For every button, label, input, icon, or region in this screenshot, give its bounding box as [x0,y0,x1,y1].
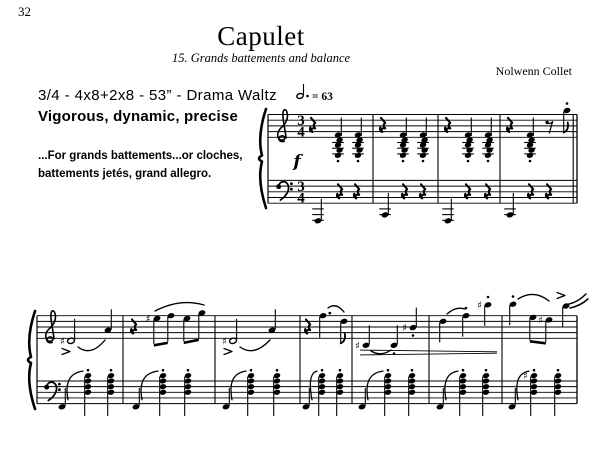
note [509,295,517,325]
fall-gesture [569,294,588,308]
accent-mark [224,349,232,355]
svg-text:f: f [293,152,301,172]
svg-text:♯: ♯ [59,336,65,348]
svg-text:4: 4 [297,124,305,141]
bass-note [504,193,516,219]
composer-name: Nolwenn Collet [495,64,572,78]
chord-cluster [332,118,344,163]
piece-title: Capulet [217,21,305,51]
svg-text:4: 4 [297,190,305,207]
chord-cluster [397,118,409,163]
note [563,102,571,132]
time-signature [297,179,305,206]
sharp-accidental [146,314,151,325]
bass-note [379,193,391,219]
svg-text:♯: ♯ [355,340,361,352]
slur [240,340,270,351]
usage-line-1: ...For grands battements...or cloches, [38,150,243,162]
svg-text:= 63: = 63 [312,91,333,103]
svg-text:♯: ♯ [522,371,528,383]
slur [155,303,204,311]
slur [78,340,105,351]
accent-mark [557,293,565,299]
note [562,302,570,327]
svg-text:♯: ♯ [402,323,408,335]
brace [28,311,35,409]
svg-text:3: 3 [297,113,305,130]
svg-text:♯: ♯ [221,336,227,348]
svg-text:♯: ♯ [538,315,544,327]
accent-mark [62,349,70,355]
chord-cluster [482,118,494,163]
chord-cluster [462,118,474,163]
meter-and-structure: 3/4 - 4x8+2x8 - 53” - Drama Waltz [38,87,277,104]
chord-cluster [352,118,364,163]
usage-line-2: battements jetés, grand allegro. [38,167,212,180]
dynamic-marking [292,152,303,172]
slur [328,306,344,312]
character-marking: Vigorous, dynamic, precise [38,108,238,125]
chord-cluster [417,118,429,163]
music-system-2 [37,316,577,404]
svg-text:♯: ♯ [145,314,151,326]
chord-cluster [524,118,536,163]
svg-text:3: 3 [297,179,305,195]
slur [447,308,465,314]
barlines [37,316,577,404]
brace [259,109,266,208]
bass-note [442,199,454,225]
note [340,318,348,344]
page-number: 32 [18,4,31,19]
bass-note [312,199,324,225]
slur [518,294,549,301]
piece-subtitle: 15. Grands battements and balance [171,51,351,65]
tempo-marking [296,84,333,103]
time-signature [297,113,305,140]
beamed-notes [153,312,175,346]
beamed-notes [529,314,553,345]
svg-text:♯: ♯ [477,300,483,312]
